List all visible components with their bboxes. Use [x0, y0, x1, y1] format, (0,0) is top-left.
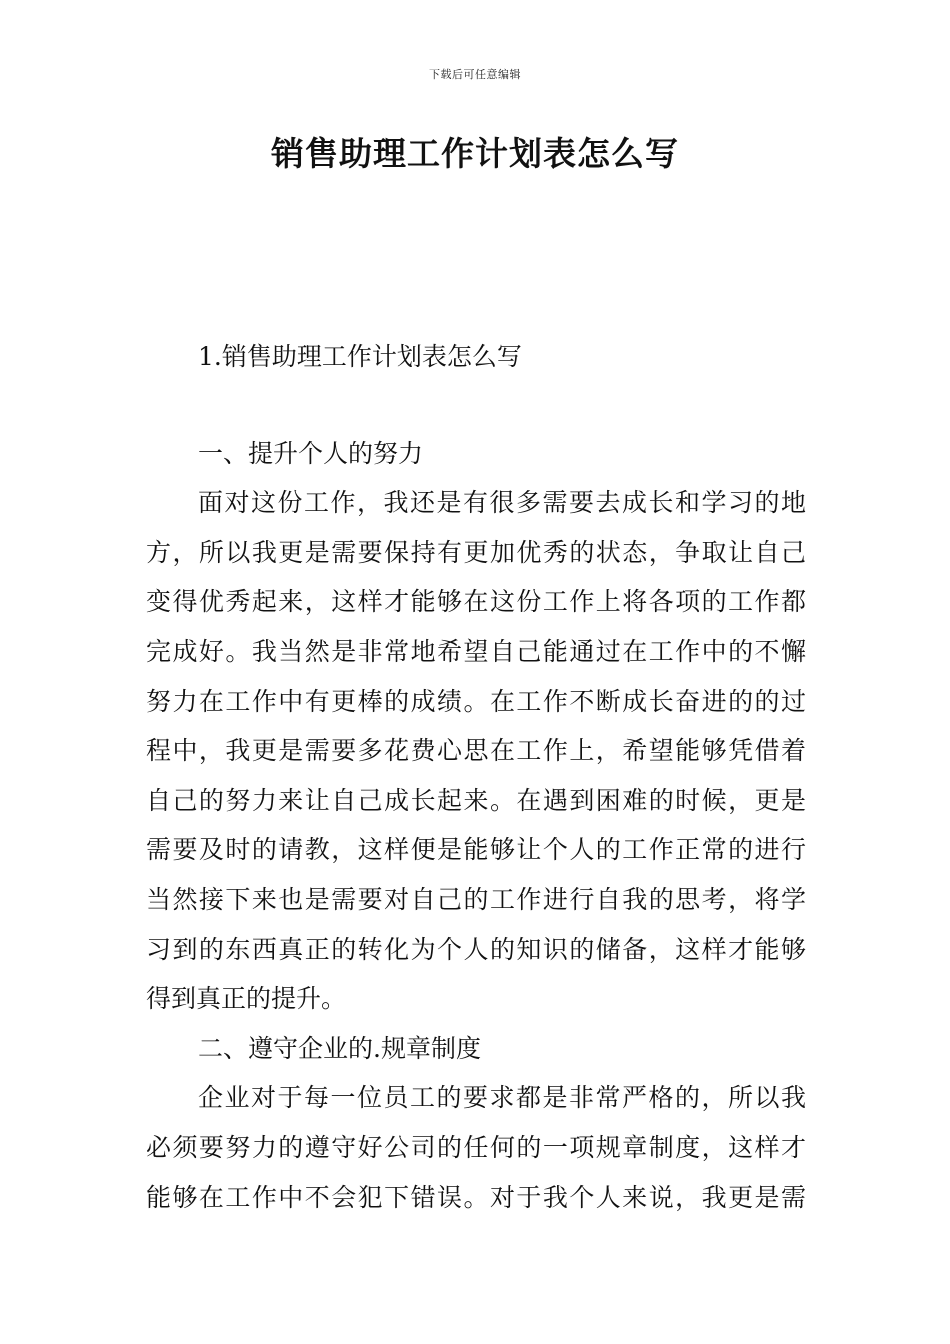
paragraph-line: 程中，我更是需要多花费心思在工作上，希望能够凭借着	[146, 736, 806, 766]
paragraph-line: 得到真正的提升。	[146, 984, 347, 1014]
document-title: 销售助理工作计划表怎么写	[271, 134, 679, 173]
section-heading: 一、提升个人的努力	[198, 438, 424, 468]
paragraph-line: 完成好。我当然是非常地希望自己能通过在工作中的不懈	[146, 636, 806, 666]
paragraph-line: 面对这份工作，我还是有很多需要去成长和学习的地	[198, 488, 806, 518]
paragraph-line: 当然接下来也是需要对自己的工作进行自我的思考，将学	[146, 884, 806, 914]
paragraph-line: 习到的东西真正的转化为个人的知识的储备，这样才能够	[146, 934, 806, 964]
paragraph-line: 企业对于每一位员工的要求都是非常严格的，所以我	[198, 1083, 806, 1113]
paragraph-line: 变得优秀起来，这样才能够在这份工作上将各项的工作都	[146, 587, 806, 617]
document-body	[146, 332, 806, 1222]
paragraph-line: 必须要努力的遵守好公司的任何的一项规章制度，这样才	[146, 1132, 806, 1162]
spacer	[146, 382, 806, 429]
paragraph-line: 努力在工作中有更棒的成绩。在工作不断成长奋进的的过	[146, 686, 806, 716]
section-subtitle: 1.销售助理工作计划表怎么写	[198, 342, 522, 371]
paragraph-line: 自己的努力来让自己成长起来。在遇到困难的时候，更是	[146, 785, 806, 815]
paragraph-line: 能够在工作中不会犯下错误。对于我个人来说，我更是需	[146, 1182, 806, 1212]
paragraph-line: 方，所以我更是需要保持有更加优秀的状态，争取让自己	[146, 537, 806, 567]
header-note: 下载后可任意编辑	[429, 68, 521, 81]
section-heading: 二、遵守企业的.规章制度	[198, 1033, 481, 1063]
paragraph-line: 需要及时的请教，这样便是能够让个人的工作正常的进行	[146, 835, 806, 865]
